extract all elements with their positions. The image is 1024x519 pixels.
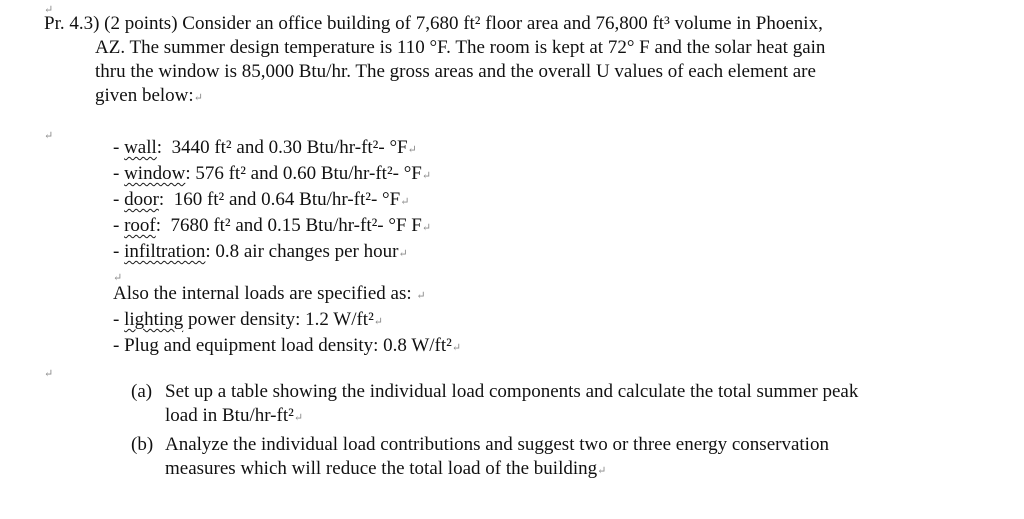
element-door-name: door [124, 189, 159, 210]
task-b-body [165, 433, 829, 483]
elements-list [113, 136, 993, 266]
task-b-label: (b) [131, 434, 154, 455]
element-window-value: 576 ft² and 0.60 Btu/hr-ft²- °F [195, 163, 422, 184]
problem-line-2 [44, 36, 1004, 60]
paragraph-mark: ↵ [293, 412, 304, 424]
problem-line-4-text: given below: [95, 85, 194, 106]
element-door-value: 160 ft² and 0.64 Btu/hr-ft²- °F [173, 189, 401, 210]
element-infiltration: - infiltration: 0.8 air changes per hour↵ [113, 241, 408, 262]
paragraph-mark: ↵ [421, 222, 432, 234]
element-infiltration-name: infiltration [124, 241, 206, 262]
element-roof: - roof: 7680 ft² and 0.15 Btu/hr-ft²- °F F↵ [113, 215, 432, 236]
tasks [131, 380, 991, 483]
task-a-line-2 [165, 404, 858, 430]
paragraph-mark: ↵ [113, 272, 123, 284]
task-a-line-1: Set up a table showing the individual load components and calculate the total summer peak [165, 381, 859, 402]
internal-loads [113, 282, 993, 360]
element-door: - door: 160 ft² and 0.64 Btu/hr-ft²- °F↵ [113, 189, 410, 210]
task-b-line-2 [165, 457, 829, 483]
paragraph-mark: ↵ [398, 248, 408, 260]
paragraph-mark: ↵ [451, 342, 462, 354]
paragraph-mark: ↵ [416, 290, 426, 302]
lighting-load: - lighting power density: 1.2 W/ft²↵ [113, 309, 383, 330]
lighting-load-value: power density: 1.2 W/ft² [183, 309, 374, 330]
paragraph-mark: ↵ [373, 316, 383, 328]
element-window: - window: 576 ft² and 0.60 Btu/hr-ft²- °F↵ [113, 163, 432, 184]
problem-line-1-text: Pr. 4.3) (2 points) Consider an office building of 7,680 ft² floor area and 76,800 ft³ volume in Phoenix, [44, 13, 823, 34]
task-b-line-2-text: measures which will reduce the total load of the building [165, 458, 598, 479]
paragraph-mark: ↵ [193, 92, 203, 104]
element-wall-sep: : [156, 137, 172, 158]
paragraph-mark: ↵ [44, 368, 54, 380]
element-roof-value: 7680 ft² and 0.15 Btu/hr-ft²- °F F [170, 215, 422, 236]
problem-line-2-text: AZ. The summer design temperature is 110 °F. The room is kept at 72° F and the solar heat gain [95, 37, 826, 58]
paragraph-mark: ↵ [421, 170, 432, 182]
element-infiltration-sep: : [205, 241, 216, 262]
paragraph-mark: ↵ [407, 144, 417, 156]
paragraph-mark: ↵ [597, 465, 607, 477]
problem-statement [44, 12, 1004, 110]
paragraph-mark: ↵ [400, 196, 410, 208]
element-roof-sep: : [155, 215, 171, 236]
element-infiltration-value: 0.8 air changes per hour [215, 241, 399, 262]
element-wall-value: 3440 ft² and 0.30 Btu/hr-ft²- °F [171, 137, 408, 158]
lighting-load-name: lighting [124, 309, 184, 330]
element-door-sep: : [158, 189, 174, 210]
element-window-sep: : [185, 163, 196, 184]
plug-load-text: - Plug and equipment load density: 0.8 W/ft² [113, 335, 452, 356]
problem-line-3 [44, 60, 1004, 84]
element-window-name: window [124, 163, 186, 184]
element-roof-name: roof [124, 215, 156, 236]
task-b-line-1: Analyze the individual load contributions and suggest two or three energy conservation [165, 434, 829, 455]
task-a-body [165, 380, 858, 430]
internal-loads-intro-text: Also the internal loads are specified as: [113, 283, 412, 304]
element-wall-name: wall [124, 137, 157, 158]
task-a-label: (a) [131, 381, 153, 402]
problem-line-4 [44, 84, 1004, 110]
task-a [131, 380, 991, 430]
task-a-line-2-text: load in Btu/hr-ft² [165, 405, 294, 426]
element-wall: - wall: 3440 ft² and 0.30 Btu/hr-ft²- °F↵ [113, 137, 417, 158]
problem-line-1 [44, 12, 1004, 36]
paragraph-mark: ↵ [44, 4, 54, 16]
paragraph-mark: ↵ [44, 130, 54, 142]
problem-line-3-text: thru the window is 85,000 Btu/hr. The gross areas and the overall U values of each element are [95, 61, 816, 82]
task-b [131, 433, 991, 483]
internal-loads-intro [113, 282, 993, 308]
plug-load [113, 334, 993, 360]
